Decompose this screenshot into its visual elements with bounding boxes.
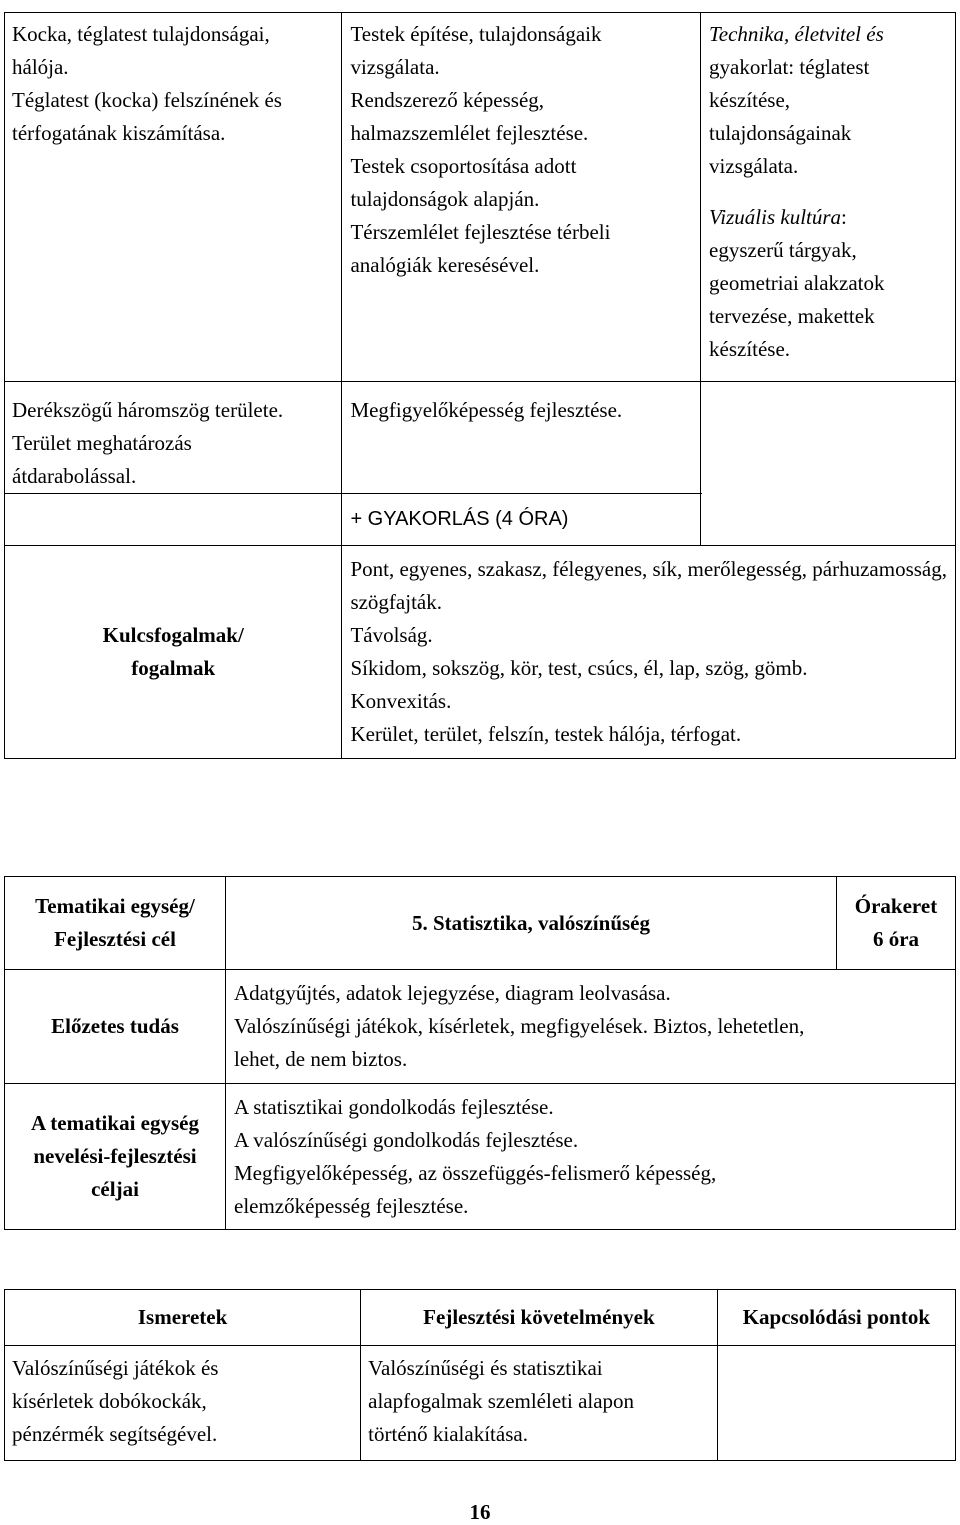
kapcsolodas-cell	[701, 382, 956, 546]
fejlesztes-cell: Valószínűségi és statisztikai alapfogalmak szemléleti alapon történő kialakítása.	[361, 1346, 718, 1461]
ismeretek-cell: Valószínűségi játékok és kísérletek dobókockák, pénzérmék segítségével.	[5, 1346, 361, 1461]
ismeretek-cell: Kocka, téglatest tulajdonságai, hálója. Téglatest (kocka) felszínének és térfogatának kiszámítása.	[5, 13, 342, 382]
unit-title: 5. Statisztika, valószínűség	[226, 877, 837, 970]
orakeret-cell: Órakeret 6 óra	[837, 877, 956, 970]
page-number: 16	[469, 1500, 491, 1524]
table-row	[5, 877, 956, 970]
kapcsolodas-cell	[717, 1346, 955, 1461]
header-fejlesztesi-kovetelmenyek: Fejlesztési követelmények	[361, 1290, 718, 1346]
header-ismeretek: Ismeretek	[5, 1290, 361, 1346]
table-row	[5, 13, 956, 382]
table-header-row	[5, 1290, 956, 1346]
table-row	[5, 546, 956, 759]
content-table	[4, 1289, 956, 1461]
table-row	[5, 1084, 956, 1230]
ismeretek-cell: Derékszögű háromszög területe. Terület meghatározás átdarabolással.	[5, 382, 342, 494]
table-row	[5, 970, 956, 1084]
gyakorlas-cell: + GYAKORLÁS (4 ÓRA)	[342, 494, 701, 546]
fejlesztes-cell: Megfigyelőképesség fejlesztése.	[342, 382, 701, 494]
thematic-unit-table	[4, 876, 956, 1230]
kulcsfogalmak-label: Kulcsfogalmak/ fogalmak	[5, 546, 342, 759]
kapcsolodas-cell: Technika, életvitel és gyakorlat: téglatest készítése, tulajdonságainak vizsgálata. Vizuális kultúra: egyszerű tárgyak, geometriai alakzatok tervezése, makettek készítése.	[701, 13, 956, 382]
elozetes-tudas-label: Előzetes tudás	[5, 970, 226, 1084]
celok-content: A statisztikai gondolkodás fejlesztése. A valószínűségi gondolkodás fejlesztése. Megfigyelőképesség, az összefüggés-felismerő képesség, elemzőképesség fejlesztése.	[226, 1084, 956, 1230]
table-row	[5, 1346, 956, 1461]
tematikai-egyseg-label: Tematikai egység/ Fejlesztési cél	[5, 877, 226, 970]
empty-cell	[5, 494, 342, 546]
curriculum-table-continued	[4, 12, 956, 759]
header-kapcsolodasi-pontok: Kapcsolódási pontok	[717, 1290, 955, 1346]
fejlesztes-cell: Testek építése, tulajdonságaik vizsgálata. Rendszerező képesség, halmazszemlélet fejlesztése. Testek csoportosítása adott tulajdonságok alapján. Térszemlélet fejlesztése térbeli analógiák keresésével.	[342, 13, 701, 382]
celok-label: A tematikai egység nevelési-fejlesztési céljai	[5, 1084, 226, 1230]
elozetes-tudas-content: Adatgyűjtés, adatok lejegyzése, diagram leolvasása. Valószínűségi játékok, kísérletek, megfigyelések. Biztos, lehetetlen, lehet, de nem biztos.	[226, 970, 956, 1084]
kulcsfogalmak-content: Pont, egyenes, szakasz, félegyenes, sík, merőlegesség, párhuzamosság, szögfajták. Távolság. Síkidom, sokszög, kör, test, csúcs, él, lap, szög, gömb. Konvexitás. Kerület, terület, felszín, testek hálója, térfogat.	[342, 546, 956, 759]
table-row	[5, 382, 956, 494]
